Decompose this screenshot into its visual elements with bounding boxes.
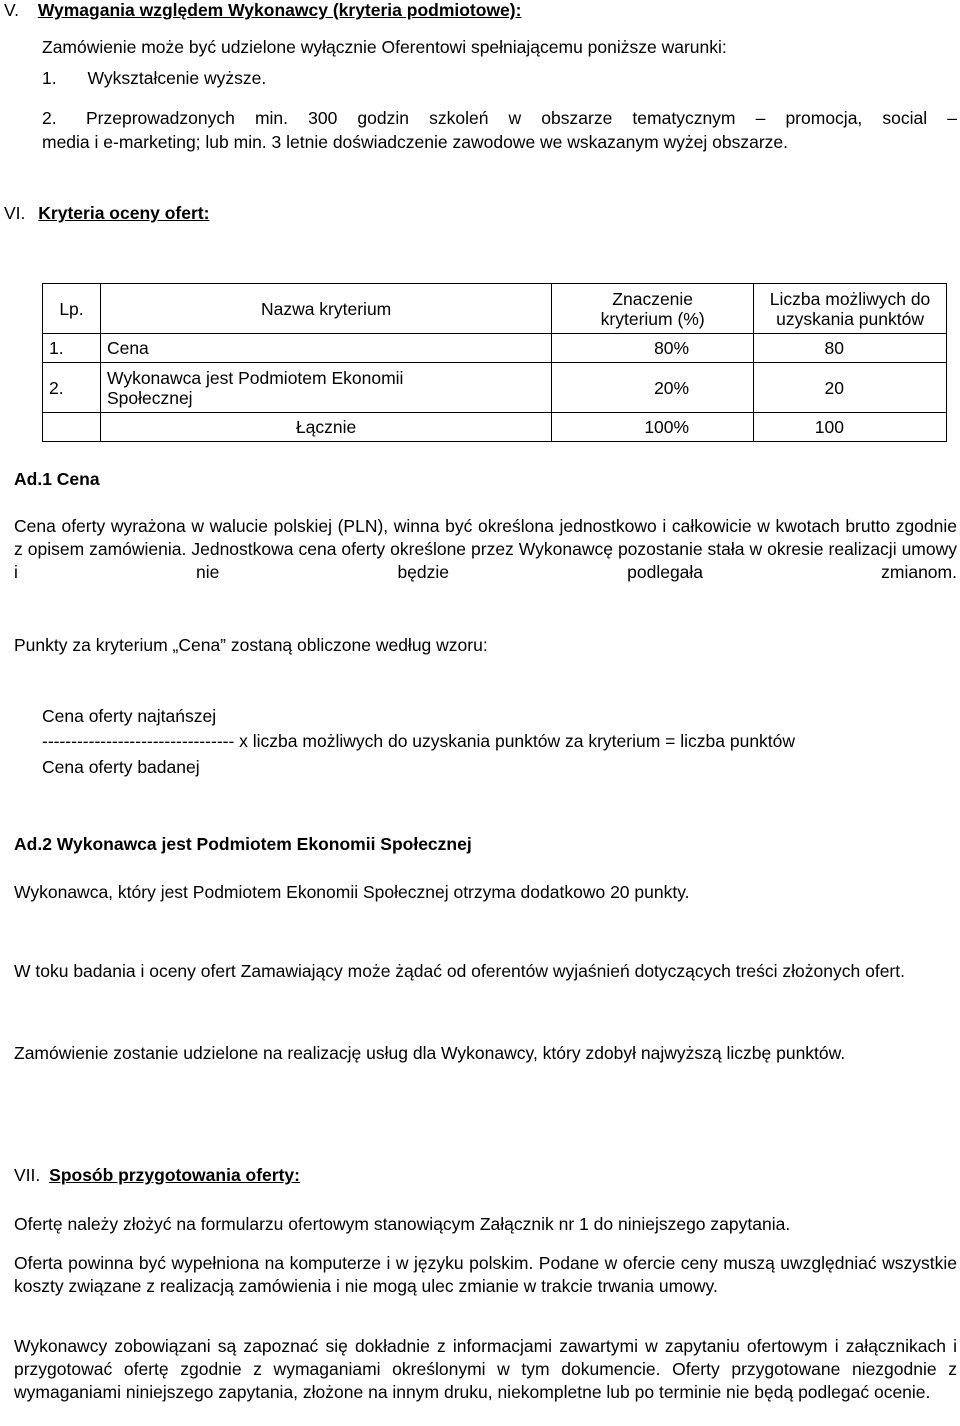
total-label: Łącznie (100, 413, 551, 442)
section-7-p3: Wykonawcy zobowiązani są zapoznać się dokładnie z informacjami zawartymi w zapytaniu ofertowym i załącznikach i przygotować ofertę zgodnie z wymaganiami określonymi w tym dokumencie. Oferty przygotowane niezgodnie z wymaganiami niniejszego zapytania, złożone na innym druku, niekompletne lub po terminie nie będą podlegać ocenie. (14, 1336, 957, 1402)
section-6-heading (4, 203, 209, 224)
formula-denominator: Cena oferty badanej (42, 757, 200, 777)
cell-name: Wykonawca jest Podmiotem Ekonomii Społecznej (100, 363, 551, 413)
cell-points: 80 (754, 334, 947, 363)
criteria-table (42, 283, 947, 442)
cell-lp: 1. (43, 334, 101, 363)
section-5-heading (4, 0, 521, 21)
header-lp: Lp. (43, 284, 101, 334)
section-7-p2: Oferta powinna być wypełniona na komputerze i w języku polskim. Podane w ofercie ceny muszą uwzględniać wszystkie koszty związane z realizacją zamówienia i nie mogą ulec zmianie w trakcie trwania umowy. (14, 1253, 957, 1296)
list-item-number: 1. (42, 68, 57, 88)
table-row (43, 363, 947, 413)
list-item-text-line1: Przeprowadzonych min. 300 godzin szkoleń w obszarze tematycznym – promocja, social – (86, 108, 957, 128)
header-points: Liczba możliwych do uzyskania punktów (754, 284, 947, 334)
formula-numerator: Cena oferty najtańszej (42, 706, 217, 726)
list-item-text-line2: media i e-marketing; lub min. 3 letnie doświadczenie zawodowe we wskazanym wyżej obszarze. (42, 132, 789, 152)
list-item (42, 68, 266, 89)
section-7-p1: Ofertę należy złożyć na formularzu ofertowym stanowiącym Załącznik nr 1 do niniejszego zapytania. (14, 1214, 791, 1234)
ad2-paragraph: Wykonawca, który jest Podmiotem Ekonomii Społecznej otrzyma dodatkowo 20 punkty. (14, 882, 690, 902)
section-5-intro: Zamówienie może być udzielone wyłącznie Oferentowi spełniającemu poniższe warunki: (42, 37, 727, 57)
total-weight: 100% (552, 413, 754, 442)
ad1-heading: Ad.1 Cena (14, 469, 100, 489)
table-total-row (43, 413, 947, 442)
section-number: V. (4, 0, 19, 20)
total-points: 100 (754, 413, 947, 442)
ad2-heading: Ad.2 Wykonawca jest Podmiotem Ekonomii Społecznej (14, 834, 472, 854)
cell-weight: 80% (552, 334, 754, 363)
header-name: Nazwa kryterium (100, 284, 551, 334)
ad1-paragraph: Cena oferty wyrażona w walucie polskiej (PLN), winna być określona jednostkowo i całkowicie w kwotach brutto zgodnie z opisem zamówienia. Jednostkowa cena oferty określone przez Wykonawcę pozostanie stała w okresie realizacji umowy i nie będzie podlegała zmianom. (14, 516, 957, 582)
section-title: Kryteria oceny ofert: (38, 203, 210, 223)
header-weight: Znaczenie kryterium (%) (552, 284, 754, 334)
award-paragraph: Zamówienie zostanie udzielone na realizację usług dla Wykonawcy, który zdobył najwyższą liczbę punktów. (14, 1043, 846, 1063)
formula-line: --------------------------------- x liczba możliwych do uzyskania punktów za kryterium = liczba punktów (42, 731, 796, 751)
cell-points: 20 (754, 363, 947, 413)
cell-weight: 20% (552, 363, 754, 413)
table-header-row (43, 284, 947, 334)
list-item-text: Wykształcenie wyższe. (87, 68, 267, 88)
section-title: Wymagania względem Wykonawcy (kryteria podmiotowe): (37, 0, 522, 20)
list-item (42, 108, 57, 129)
section-title: Sposób przygotowania oferty: (49, 1165, 300, 1185)
section-number: VII. (14, 1165, 41, 1185)
section-7-heading (14, 1165, 300, 1186)
explanations-paragraph: W toku badania i oceny ofert Zamawiający może żądać od oferentów wyjaśnień dotyczących treści złożonych ofert. (14, 961, 905, 981)
cell-empty (43, 413, 101, 442)
cell-name: Cena (100, 334, 551, 363)
list-item-number: 2. (42, 108, 57, 128)
formula-intro: Punkty za kryterium „Cena” zostaną obliczone według wzoru: (14, 635, 488, 655)
cell-lp: 2. (43, 363, 101, 413)
section-number: VI. (4, 203, 26, 223)
table-row (43, 334, 947, 363)
